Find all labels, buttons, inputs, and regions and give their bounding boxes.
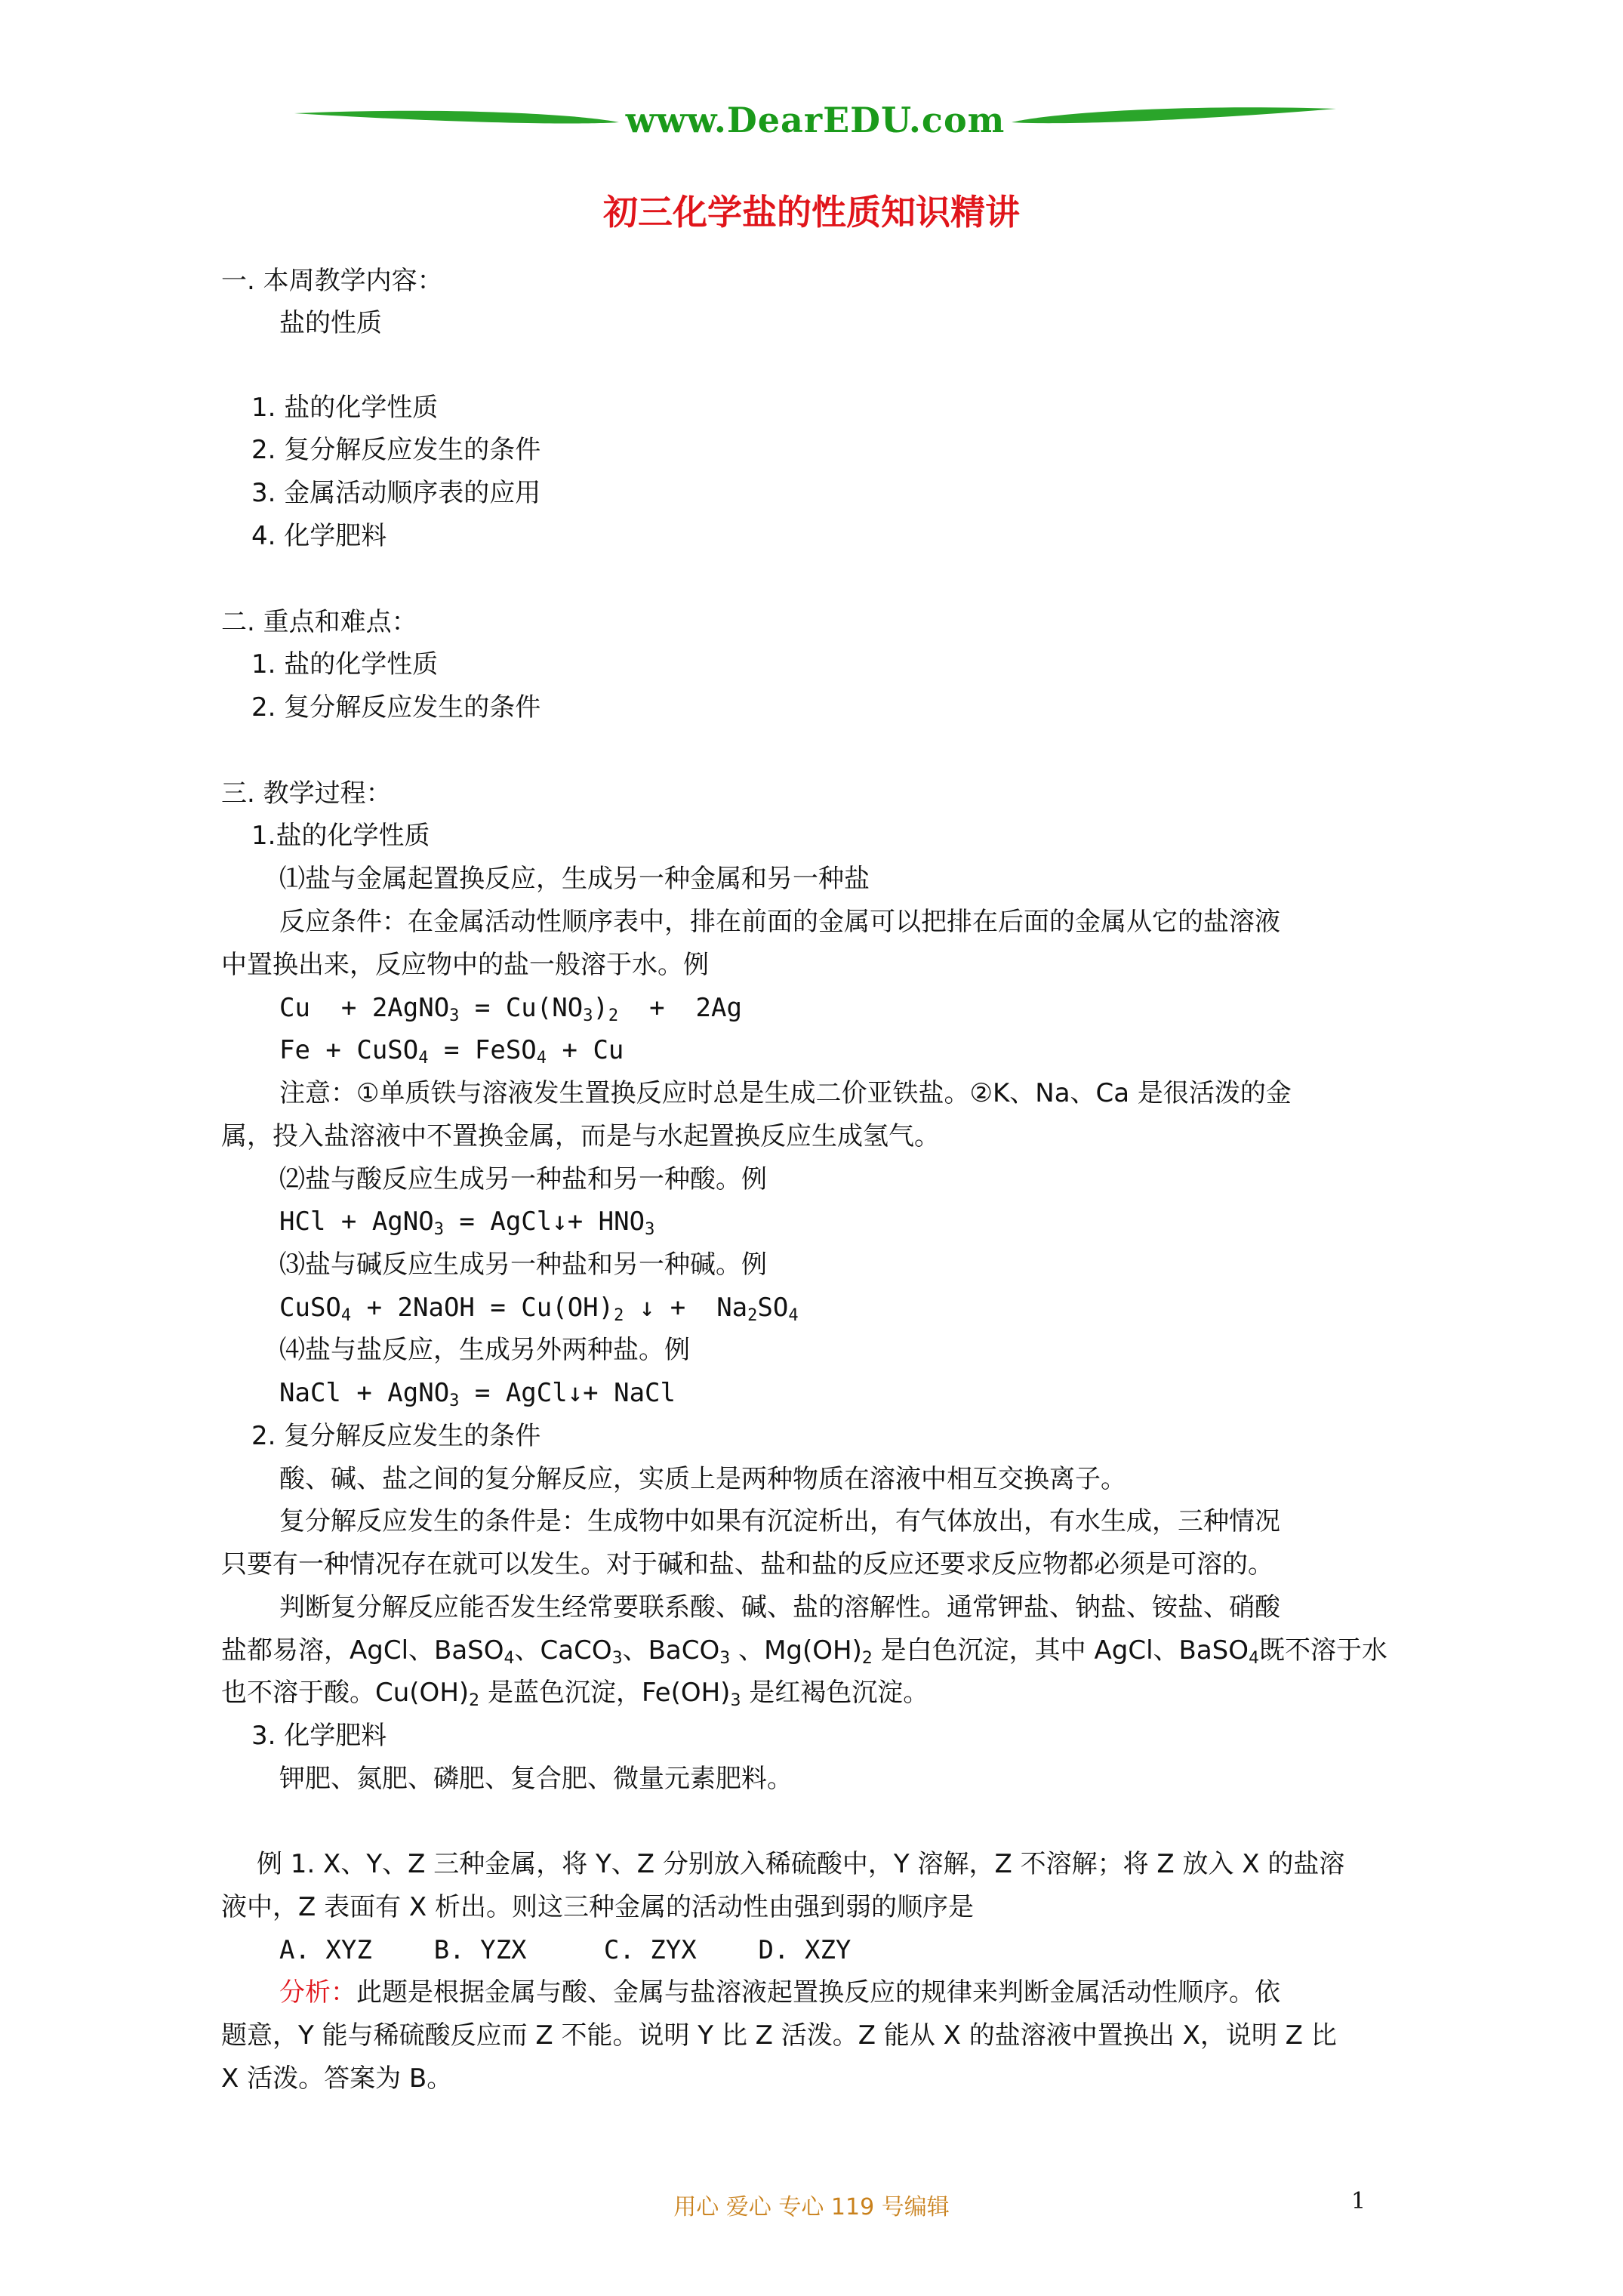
example-options: A. XYZ B. YZX C. ZYX D. XZY — [279, 1935, 852, 1965]
subheading: 1.盐的化学性质 — [251, 821, 430, 851]
section-3-heading: 三. 教学过程： — [221, 778, 392, 809]
paragraph: 判断复分解反应能否发生经常要联系酸、碱、盐的溶解性。通常钾盐、钠盐、铵盐、硝酸 — [279, 1592, 1280, 1623]
equation: NaCl + AgNO$_3$ = AgCl↓+ NaCl — [279, 1378, 676, 1410]
example-question: 例 1. X、Y、Z 三种金属，将 Y、Z 分别放入稀硫酸中，Y 溶解，Z 不溶解；将 Z 放入 X 的盐溶 — [257, 1849, 1345, 1879]
paragraph: 反应条件：在金属活动性顺序表中，排在前面的金属可以把排在后面的金属从它的盐溶液 — [279, 907, 1280, 937]
equation: Cu + 2AgNO$_3$ = $Cu(NO_3)_2 + 2Ag$ — [279, 993, 742, 1025]
section-1-heading: 一. 本周教学内容： — [221, 266, 443, 296]
list-item: 2. 复分解反应发生的条件 — [251, 435, 541, 465]
paragraph: 盐都易溶，AgCl、BaSO$_4$、CaCO$_3$、BaCO$_3$ 、$Mg(OH)_2$ 是白色沉淀，其中 AgCl、BaSO$_4$既不溶于水 — [221, 1635, 1388, 1668]
example-question: 液中，Z 表面有 X 析出。则这三种金属的活动性由强到弱的顺序是 — [221, 1892, 975, 1922]
analysis-text: 此题是根据金属与酸、金属与盐溶液起置换反应的规律来判断金属活动性顺序。依 — [356, 1977, 1280, 2008]
paragraph: 钾肥、氮肥、磷肥、复合肥、微量元素肥料。 — [279, 1764, 793, 1794]
paragraph: 属，投入盐溶液中不置换金属，而是与水起置换反应生成氢气。 — [221, 1121, 940, 1151]
paragraph: 注意：①单质铁与溶液发生置换反应时总是生成二价亚铁盐。②K、Na、Ca 是很活泼的金 — [279, 1078, 1292, 1108]
section-1-topic: 盐的性质 — [279, 308, 382, 338]
paragraph: ⑶盐与碱反应生成另一种盐和另一种碱。例 — [279, 1250, 767, 1280]
analysis-text: X 活泼。答案为 B。 — [221, 2063, 453, 2094]
analysis-label: 分析： — [279, 1977, 356, 2008]
paragraph: 复分解反应发生的条件是：生成物中如果有沉淀析出，有气体放出，有水生成，三种情况 — [279, 1506, 1280, 1536]
paragraph: 只要有一种情况存在就可以发生。对于碱和盐、盐和盐的反应还要求反应物都必须是可溶的。 — [221, 1549, 1273, 1579]
list-item: 3. 金属活动顺序表的应用 — [251, 478, 541, 508]
footer-text: 用心 爱心 专心 119 号编辑 — [673, 2194, 950, 2220]
equation: CuSO$_4$ + 2NaOH = $Cu(OH)_2$ ↓ + $Na_2SO_4$ — [279, 1293, 799, 1325]
site-banner — [287, 91, 1344, 151]
list-item: 2. 复分解反应发生的条件 — [251, 692, 541, 723]
equation: HCl + AgNO$_3$ = AgCl↓+ $HNO_3$ — [279, 1207, 655, 1239]
equation: Fe + CuSO$_4$ = FeSO$_4$ + Cu — [279, 1035, 624, 1068]
analysis-text: 题意，Y 能与稀硫酸反应而 Z 不能。说明 Y 比 Z 活泼。Z 能从 X 的盐溶液中置换出 X，说明 Z 比 — [221, 2020, 1337, 2051]
subheading: 2. 复分解反应发生的条件 — [251, 1421, 541, 1451]
paragraph: ⑷盐与盐反应，生成另外两种盐。例 — [279, 1335, 690, 1365]
list-item: 1. 盐的化学性质 — [251, 393, 439, 423]
paragraph: 中置换出来，反应物中的盐一般溶于水。例 — [221, 950, 709, 980]
section-2-heading: 二. 重点和难点： — [221, 607, 417, 637]
subheading: 3. 化学肥料 — [251, 1721, 387, 1751]
site-name[interactable]: www.DearEDU.com — [625, 100, 1006, 140]
page-title: 初三化学盐的性质知识精讲 — [603, 192, 1020, 233]
list-item: 1. 盐的化学性质 — [251, 649, 439, 680]
paragraph: 酸、碱、盐之间的复分解反应，实质上是两种物质在溶液中相互交换离子。 — [279, 1464, 1126, 1494]
paragraph: ⑵盐与酸反应生成另一种盐和另一种酸。例 — [279, 1164, 767, 1194]
page-number: 1 — [1351, 2188, 1366, 2214]
list-item: 4. 化学肥料 — [251, 521, 387, 551]
paragraph: 也不溶于酸。$Cu(OH)_2$ 是蓝色沉淀，$Fe(OH)_3$ 是红褐色沉淀。 — [221, 1678, 929, 1710]
paragraph: ⑴盐与金属起置换反应，生成另一种金属和另一种盐 — [279, 864, 870, 894]
analysis — [279, 1974, 1280, 2011]
